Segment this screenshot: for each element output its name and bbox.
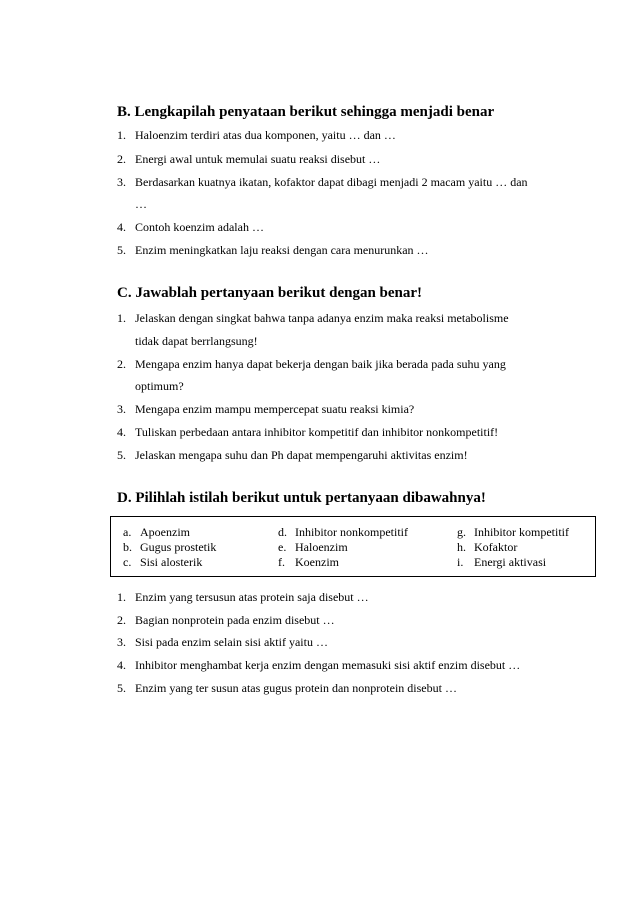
item-number: 5.: [117, 448, 126, 462]
term-option: b. Gugus prostetik: [123, 540, 217, 554]
item-text: Mengapa enzim mampu mempercepat suatu reaksi kimia?: [135, 402, 415, 416]
item-number: 3.: [117, 175, 126, 189]
item-text-continuation: …: [135, 197, 147, 211]
term-option: f. Koenzim: [278, 555, 339, 569]
item-text: Bagian nonprotein pada enzim disebut …: [135, 613, 335, 627]
item-number: 1.: [117, 128, 126, 142]
item-text: Sisi pada enzim selain sisi aktif yaitu …: [135, 635, 328, 649]
section-b-title: B. Lengkapilah penyataan berikut sehingga menjadi benar: [117, 104, 495, 120]
item-text: Berdasarkan kuatnya ikatan, kofaktor dapat dibagi menjadi 2 macam yaitu … dan: [135, 175, 528, 189]
section-d-title: D. Pilihlah istilah berikut untuk pertanyaan dibawahnya!: [117, 490, 486, 506]
item-number: 5.: [117, 681, 126, 695]
term-option: i. Energi aktivasi: [457, 555, 547, 569]
item-text: Inhibitor menghambat kerja enzim dengan memasuki sisi aktif enzim disebut …: [135, 658, 521, 672]
term-options-box: [110, 516, 596, 577]
item-text-continuation: optimum?: [135, 379, 184, 393]
term-option: a. Apoenzim: [123, 525, 190, 539]
item-number: 2.: [117, 613, 126, 627]
item-text: Tuliskan perbedaan antara inhibitor kompetitif dan inhibitor nonkompetitif!: [135, 425, 499, 439]
section-c-title: C. Jawablah pertanyaan berikut dengan benar!: [117, 285, 423, 301]
item-number: 3.: [117, 635, 126, 649]
item-text: Contoh koenzim adalah …: [135, 220, 264, 234]
item-number: 5.: [117, 243, 126, 257]
item-number: 3.: [117, 402, 126, 416]
item-text: Haloenzim terdiri atas dua komponen, yaitu … dan …: [135, 128, 396, 142]
item-text: Enzim meningkatkan laju reaksi dengan cara menurunkan …: [135, 243, 429, 257]
item-number: 4.: [117, 658, 126, 672]
term-option: d. Inhibitor nonkompetitif: [278, 525, 408, 539]
item-text: Mengapa enzim hanya dapat bekerja dengan baik jika berada pada suhu yang: [135, 357, 506, 371]
term-option: g. Inhibitor kompetitif: [457, 525, 569, 539]
term-option: e. Haloenzim: [278, 540, 348, 554]
item-text-continuation: tidak dapat berrlangsung!: [135, 334, 258, 348]
item-number: 1.: [117, 311, 126, 325]
item-number: 1.: [117, 590, 126, 604]
term-option: c. Sisi alosterik: [123, 555, 203, 569]
item-text: Enzim yang tersusun atas protein saja disebut …: [135, 590, 369, 604]
item-text: Jelaskan mengapa suhu dan Ph dapat mempengaruhi aktivitas enzim!: [135, 448, 468, 462]
item-number: 2.: [117, 152, 126, 166]
item-text: Energi awal untuk memulai suatu reaksi disebut …: [135, 152, 381, 166]
term-option: h. Kofaktor: [457, 540, 518, 554]
item-text: Jelaskan dengan singkat bahwa tanpa adanya enzim maka reaksi metabolisme: [135, 311, 509, 325]
item-number: 4.: [117, 425, 126, 439]
item-number: 2.: [117, 357, 126, 371]
item-text: Enzim yang ter susun atas gugus protein dan nonprotein disebut …: [135, 681, 457, 695]
item-number: 4.: [117, 220, 126, 234]
